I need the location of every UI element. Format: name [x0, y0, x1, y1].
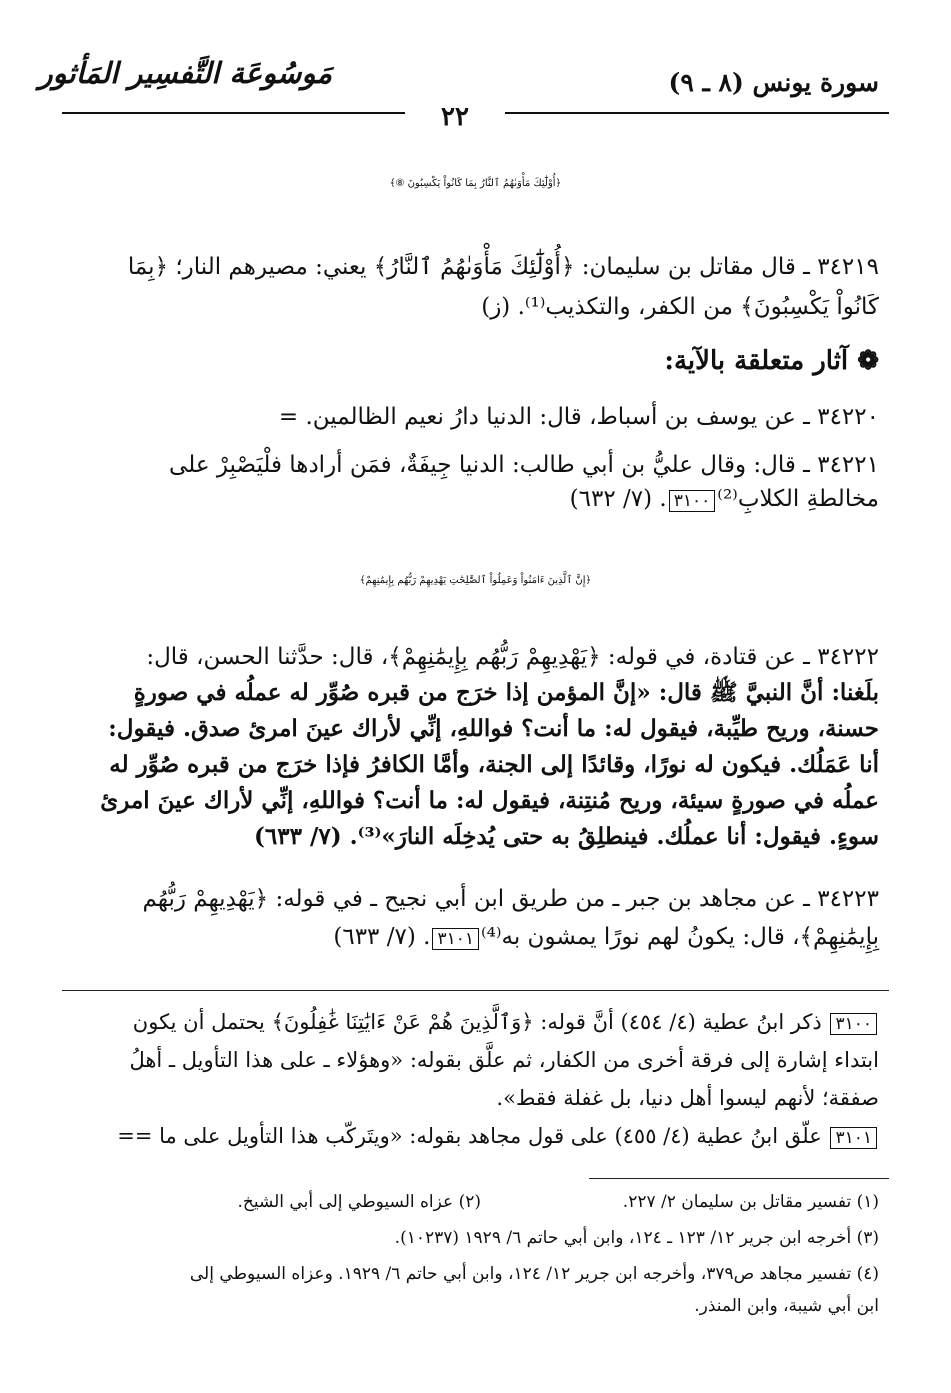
entry-34222-line5: عملُه في صورةٍ سيئة، وريح مُنتِنة، فيقول له: ما أنت؟ فواللهِ، إنِّي لأراك عينَ امرئ	[100, 787, 879, 814]
entry-34220: ٣٤٢٢٠ ـ عن يوسف بن أسباط، قال: الدنيا دارُ نعيم الظالمين. =	[278, 404, 879, 430]
entry-34223-line1: ٣٤٢٢٣ ـ عن مجاهد بن جبر ـ من طريق ابن أبي نجيح ـ في قوله: ﴿يَهْدِيهِمْ رَبُّهُم	[142, 886, 879, 912]
commentary-3100-label: ٣١٠٠	[830, 1013, 877, 1035]
footnote-4-line2: ابن أبي شيبة، وابن المنذر.	[694, 1296, 879, 1316]
entry-34219-line1: ٣٤٢١٩ ـ قال مقاتل بن سليمان: ﴿أُوْلَٰٓئِكَ مَأْوَىٰهُمُ ٱلنَّارُ﴾ يعني: مصيرهم النار؛ ﴿بِمَا	[127, 254, 879, 280]
entry-34222-line2: بلَغنا: أنَّ النبيَّ ﷺ قال: «إنَّ المؤمن إذا خرَج من قبره صُوِّر له عملُه في صورةٍ	[133, 679, 879, 706]
surah-name: سورة يونس	[752, 68, 879, 97]
entry-34221-line2	[570, 482, 879, 516]
commentary-3100-line2: ابتداء إشارة إلى فرقة أخرى من الكفار، ثم علَّق بقوله: «وهؤلاء ـ على هذا التأويل ـ أهلُ	[129, 1048, 879, 1072]
commentary-3100-line3: صفقة؛ لأنهم ليسوا أهل دنيا، بل غفلة فقط».	[496, 1086, 879, 1110]
entry-34223-text: بِإِيمَٰنِهِمْ﴾، قال: يكونُ لهم نورًا يمشون به⁽⁴⁾	[480, 924, 879, 950]
entry-34222-line3: حسنة، وريح طيِّبة، فيقول له: ما أنت؟ فواللهِ، إنِّي لأراك عينَ امرئ صدق. فيقول:	[108, 715, 879, 742]
entry-34222-line1: ٣٤٢٢٢ ـ عن قتادة، في قوله: ﴿يَهْدِيهِمْ رَبُّهُم بِإِيمَٰنِهِمْ﴾، قال: حدَّثنا الحسن، قال:	[146, 644, 879, 670]
entry-34221-ref: . (٧/ ٦٣٢)	[569, 486, 667, 512]
entry-34221-text: مخالطةِ الكلابِ⁽²⁾	[717, 486, 879, 512]
commentary-3101-label: ٣١٠١	[830, 1127, 877, 1149]
athar-heading: ❁ آثار متعلقة بالآية:	[664, 346, 879, 376]
xref-3100[interactable]: ٣١٠٠	[669, 490, 716, 512]
xref-3101[interactable]: ٣١٠١	[432, 928, 479, 950]
entry-34219-line2: كَانُواْ يَكْسِبُونَ﴾ من الكفر، والتكذيب⁽¹⁾. (ز)	[481, 294, 879, 320]
footnote-4-line1: (٤) تفسير مجاهد ص٣٧٩، وأخرجه ابن جرير ١٢/ ١٢٤، وابن أبي حاتم ٦/ ١٩٢٩. وعزاه السيوطي إلى	[189, 1264, 879, 1284]
commentary-3100-line1	[133, 1005, 879, 1039]
footnote-1: (١) تفسير مقاتل بن سليمان ٢/ ٢٢٧.	[622, 1192, 879, 1212]
footnote-3: (٣) أخرجه ابن جرير ١٢/ ١٢٣ ـ ١٢٤، وابن أبي حاتم ٦/ ١٩٢٩ (١٠٢٣٧).	[394, 1228, 879, 1248]
page-number: ٢٢	[405, 102, 505, 132]
entry-34221-line1: ٣٤٢٢١ ـ قال: وقال عليُّ بن أبي طالب: الدنيا جِيفَةٌ، فمَن أرادها فلْيَصْبِرْ على	[169, 452, 879, 478]
commentary-3101-line1	[117, 1119, 879, 1153]
footnote-2: (٢) عزاه السيوطي إلى أبي الشيخ.	[237, 1192, 481, 1212]
verse-9: ﴿إِنَّ ٱلَّذِينَ ءَامَنُواْ وَعَمِلُواْ ٱلصَّٰلِحَٰتِ يَهْدِيهِمْ رَبُّهُم بِإِيمَٰنِهِمْ﴾	[359, 575, 592, 586]
entry-34223-line2	[333, 920, 879, 954]
book-title	[38, 56, 332, 114]
commentary-separator	[62, 990, 889, 991]
book-title-text: مَوسُوعَة التَّفسِير المَأثور	[38, 56, 332, 90]
surah-heading	[669, 68, 879, 97]
entry-34222-line6: سوءٍ. فيقول: أنا عملُك. فينطلِقُ به حتى يُدخِلَه النارَ»⁽³⁾. (٧/ ٦٣٣)	[254, 823, 879, 850]
commentary-3101-text: علّق ابنُ عطية (٤/ ٤٥٥) على قول مجاهد بقوله: «ويتَركّب هذا التأويل على ما ==	[117, 1124, 822, 1148]
footnote-separator	[589, 1178, 889, 1179]
entry-34222-line4: أنا عَمَلُك. فيكون له نورًا، وقائدًا إلى الجنة، وأمَّا الكافرُ فإذا خرَج من قبره صُوِّر له	[109, 751, 879, 778]
verse-range: (٨ ـ ٩)	[668, 68, 744, 97]
commentary-3100-text: ذكر ابنُ عطية (٤/ ٤٥٤) أنَّ قوله: ﴿وَٱلَّذِينَ هُمْ عَنْ ءَايَٰتِنَا غَٰفِلُونَ﴾ يحتمل أن يكون	[132, 1010, 822, 1034]
entry-34223-ref: . (٧/ ٦٣٣)	[333, 924, 431, 950]
verse-8: ﴿أُوْلَٰٓئِكَ مَأْوَىٰهُمُ ٱلنَّارُ بِمَا كَانُواْ يَكْسِبُونَ ⑧﴾	[389, 178, 562, 189]
